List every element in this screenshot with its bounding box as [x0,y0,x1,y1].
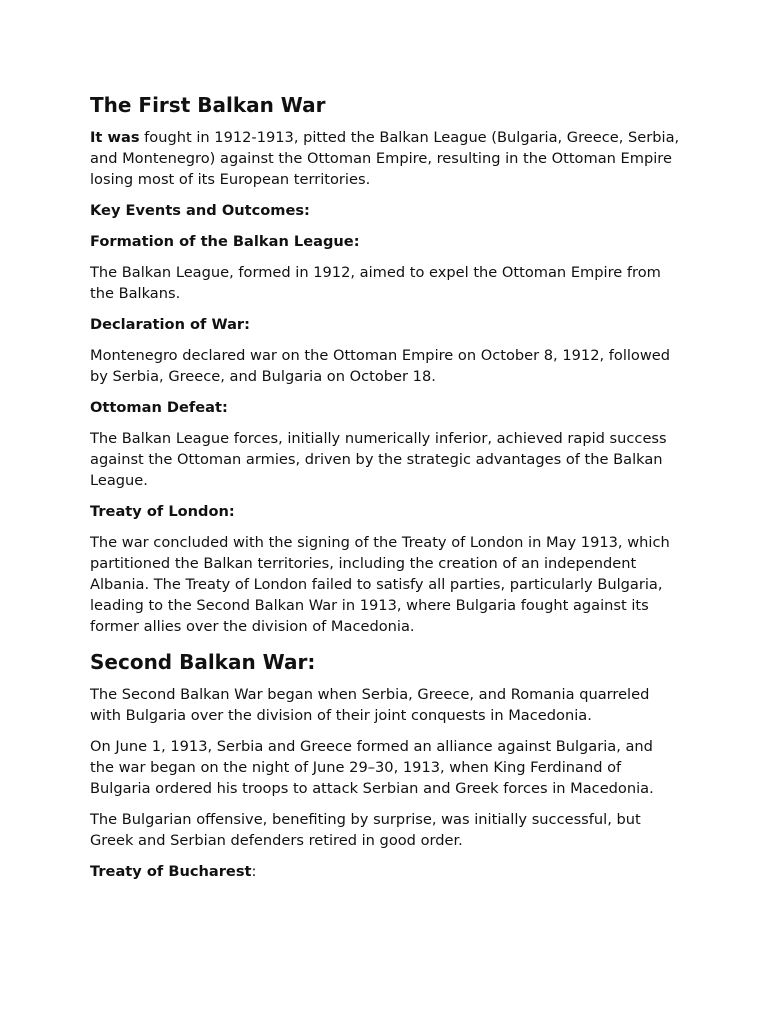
section-text-treaty-london: The war concluded with the signing of the Treaty of London in May 1913, which partitioned the Balkan territories, including the creation of an independent Albania. The Treaty of London failed to satisfy all parties, particularly Bulgaria, leading to the Second Balkan War in 1913, where Bulgaria fought against its former allies over the division of Macedonia. [90,534,670,635]
document-page [90,92,680,892]
key-events-heading: Key Events and Outcomes: [90,202,310,219]
treaty-bucharest-heading [90,861,680,882]
page-title: The First Balkan War [90,93,326,117]
second-war-paragraph: The Bulgarian offensive, benefiting by surprise, was initially successful, but Greek and Serbian defenders retired in good order. [90,811,641,849]
section-text-ottoman-defeat: The Balkan League forces, initially numerically inferior, achieved rapid success against the Ottoman armies, driven by the strategic advantages of the Balkan League. [90,430,667,489]
intro-text: fought in 1912-1913, pitted the Balkan League (Bulgaria, Greece, Serbia, and Montenegro) against the Ottoman Empire, resulting in the Ottoman Empire losing most of its European territories. [90,129,680,188]
intro-paragraph [90,127,680,190]
second-war-title: Second Balkan War: [90,650,316,674]
section-heading-treaty-london: Treaty of London: [90,503,235,520]
section-text-formation: The Balkan League, formed in 1912, aimed to expel the Ottoman Empire from the Balkans. [90,264,661,302]
treaty-bucharest-colon: : [251,863,257,880]
section-heading-ottoman-defeat: Ottoman Defeat: [90,399,228,416]
second-war-paragraph: On June 1, 1913, Serbia and Greece formed an alliance against Bulgaria, and the war began on the night of June 29–30, 1913, when King Ferdinand of Bulgaria ordered his troops to attack Serbian and Greek forces in Macedonia. [90,738,654,797]
treaty-bucharest-label: Treaty of Bucharest [90,863,252,880]
section-heading-formation: Formation of the Balkan League: [90,233,360,250]
second-war-paragraph: The Second Balkan War began when Serbia, Greece, and Romania quarreled with Bulgaria over the division of their joint conquests in Macedonia. [90,686,650,724]
intro-lead: It was [90,129,140,146]
section-heading-declaration: Declaration of War: [90,316,250,333]
section-text-declaration: Montenegro declared war on the Ottoman Empire on October 8, 1912, followed by Serbia, Greece, and Bulgaria on October 18. [90,347,671,385]
